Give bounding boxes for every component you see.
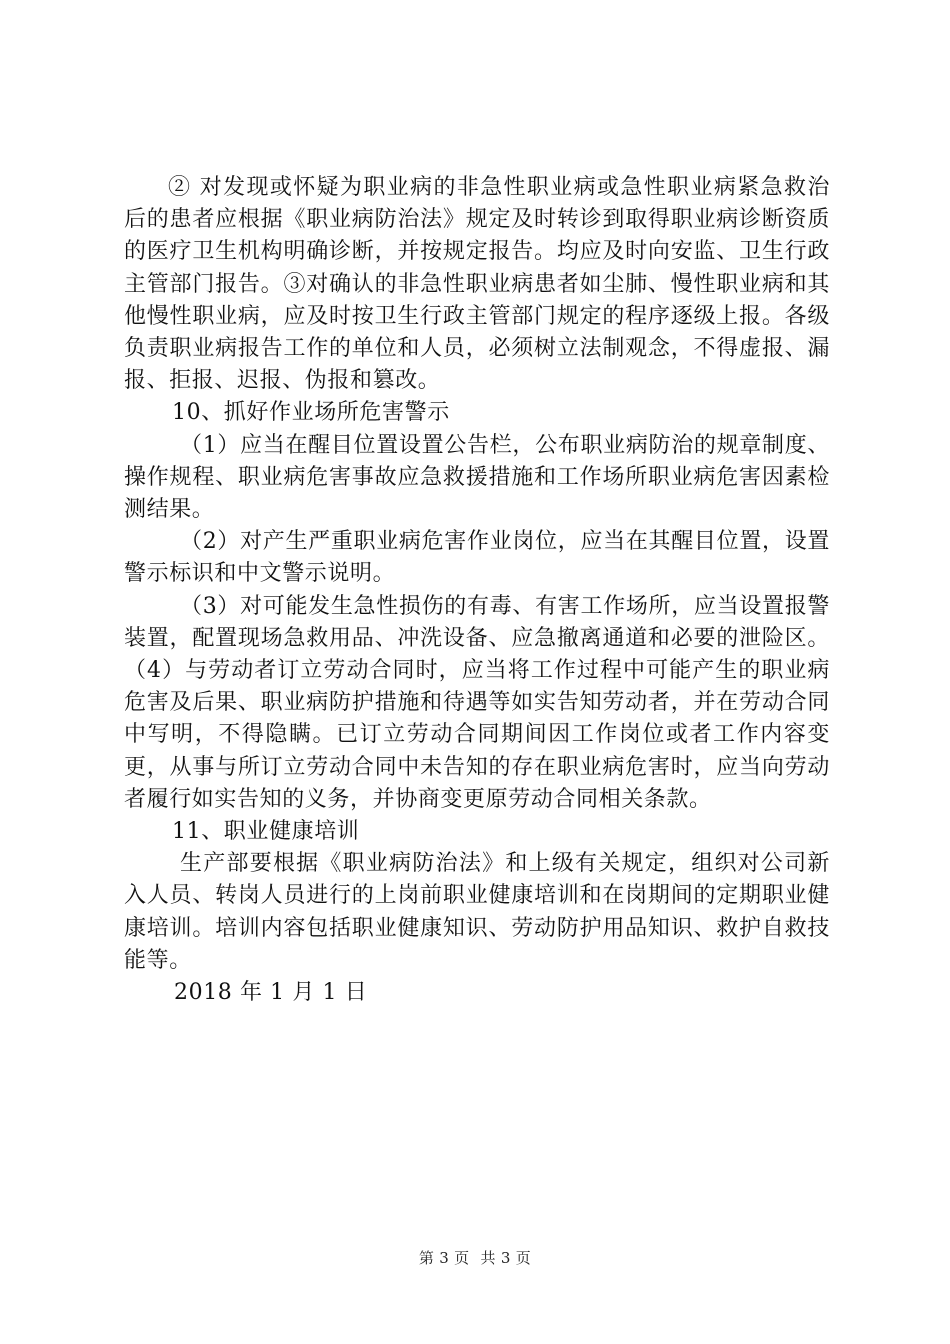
- document-date: 2018 年 1 月 1 日: [174, 980, 368, 1006]
- paragraph-report-procedure: ② 对发现或怀疑为职业病的非急性职业病或急性职业病紧急救治后的患者应根据《职业病防治法》规定及时转诊到取得职业病诊断资质的医疗卫生机构明确诊断，并按规定报告。均应及时向安监、卫生行政主管部门报告。③对确认的非急性职业病患者如尘肺、慢性职业病和其他慢性职业病，应及时按卫生行政主管部门规定的程序逐级上报。各级负责职业病报告工作的单位和人员，必须树立法制观念，不得虚报、漏报、拒报、迟报、伪报和篡改。: [124, 175, 830, 394]
- paragraph-alarm-and-contract: （3）对可能发生急性损伤的有毒、有害工作场所，应当设置报警装置，配置现场急救用品、冲洗设备、应急撤离通道和必要的泄险区。（4）与劳动者订立劳动合同时，应当将工作过程中可能产生的职业病危害及后果、职业病防护措施和待遇等如实告知劳动者，并在劳动合同中写明，不得隐瞒。已订立劳动合同期间因工作岗位或者工作内容变更，从事与所订立劳动合同中未告知的存在职业病危害时，应当向劳动者履行如实告知的义务，并协商变更原劳动合同相关条款。: [124, 593, 830, 812]
- section-heading-hazard-warning: 10、抓好作业场所危害警示: [172, 400, 450, 426]
- page-total: 共 3 页: [480, 1249, 532, 1267]
- page-number: 第 3 页: [418, 1249, 470, 1267]
- paragraph-warning-signs: （2）对产生严重职业病危害作业岗位，应当在其醒目位置，设置警示标识和中文警示说明。: [124, 529, 830, 587]
- section-heading-health-training: 11、职业健康培训: [172, 819, 360, 845]
- paragraph-bulletin-board: （1）应当在醒目位置设置公告栏，公布职业病防治的规章制度、操作规程、职业病危害事故应急救援措施和工作场所职业病危害因素检测结果。: [124, 432, 830, 523]
- document-body: [124, 172, 830, 1009]
- page-footer: [0, 1247, 950, 1268]
- paragraph-training-content: 生产部要根据《职业病防治法》和上级有关规定，组织对公司新入人员、转岗人员进行的上岗前职业健康培训和在岗期间的定期职业健康培训。培训内容包括职业健康知识、劳动防护用品知识、救护自救技能等。: [124, 851, 830, 973]
